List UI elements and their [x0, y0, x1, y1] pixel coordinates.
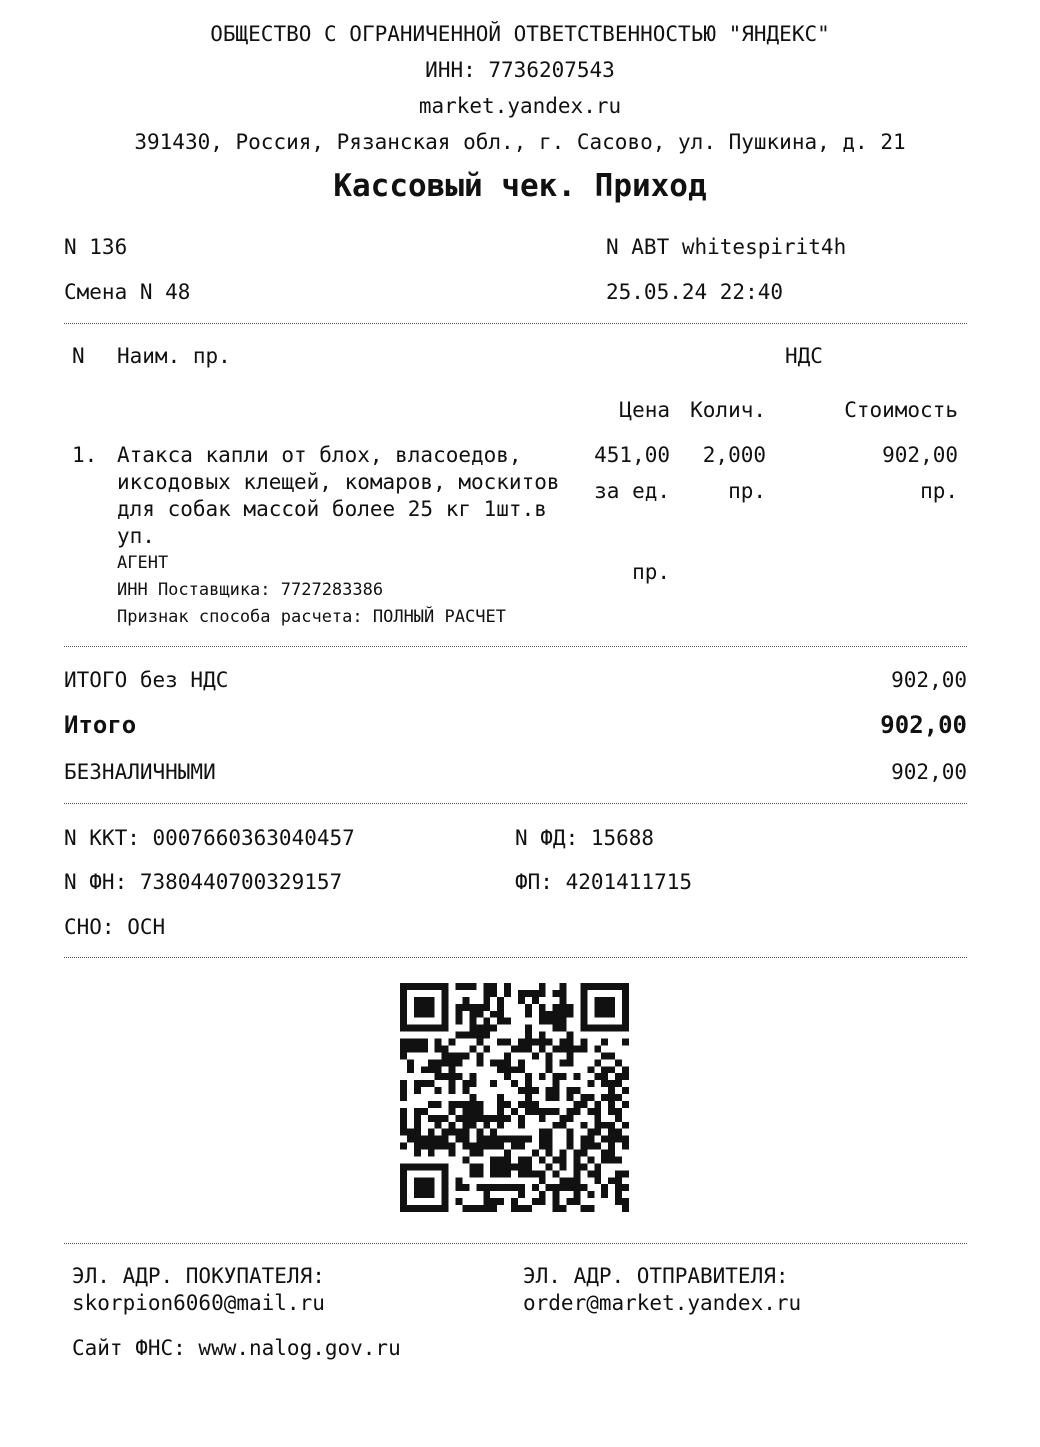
- company-inn: ИНН: 7736207543: [425, 58, 615, 82]
- receipt-title: Кассовый чек. Приход: [333, 168, 707, 204]
- shift-number: Смена N 48: [64, 280, 191, 304]
- total-no-vat-label: ИТОГО без НДС: [64, 668, 229, 692]
- company-address: 391430, Россия, Рязанская обл., г. Сасово, ул. Пушкина, д. 21: [134, 130, 906, 154]
- item-quantity: 2,000: [702, 443, 766, 467]
- qr-code: [400, 983, 629, 1212]
- col-header-qty: Колич. пр.: [690, 398, 766, 503]
- item-supplier-inn: ИНН Поставщика: 7727283386: [117, 580, 384, 600]
- buyer-email-label: ЭЛ. АДР. ПОКУПАТЕЛЯ:: [72, 1264, 325, 1288]
- receipt-datetime: 25.05.24 22:40: [606, 280, 784, 304]
- sender-email-label: ЭЛ. АДР. ОТПРАВИТЕЛЯ:: [523, 1264, 789, 1288]
- item-agent: АГЕНТ: [117, 553, 169, 573]
- col-header-n: N: [72, 344, 85, 368]
- fns-site[interactable]: Сайт ФНС: www.nalog.gov.ru: [72, 1336, 401, 1360]
- col-header-price: Цена за ед. пр.: [594, 398, 670, 584]
- separator: [64, 646, 967, 647]
- fn-number: N ФН: 7380440700329157: [64, 870, 343, 894]
- fp-number: ФП: 4201411715: [515, 870, 693, 894]
- total-label: Итого: [64, 711, 137, 739]
- sender-email[interactable]: order@market.yandex.ru: [523, 1291, 802, 1315]
- separator: [64, 803, 967, 804]
- separator: [64, 1243, 967, 1244]
- total-value: 902,00: [880, 711, 967, 739]
- item-number: 1.: [72, 443, 98, 467]
- item-payment-method: Признак способа расчета: ПОЛНЫЙ РАСЧЕТ: [117, 607, 506, 627]
- separator: [64, 323, 967, 324]
- company-name: ОБЩЕСТВО С ОГРАНИЧЕННОЙ ОТВЕТСТВЕННОСТЬЮ "ЯНДЕКС": [210, 22, 830, 46]
- total-no-vat-value: 902,00: [891, 668, 967, 692]
- separator: [64, 957, 967, 958]
- sno: СНО: ОСН: [64, 915, 166, 939]
- kkt-number: N ККТ: 0007660363040457: [64, 826, 355, 850]
- fd-number: N ФД: 15688: [515, 826, 655, 850]
- item-price: 451,00: [594, 443, 670, 467]
- receipt-number: N 136: [64, 235, 128, 259]
- item-name: Атакса капли от блох, власоедов, иксодовых клещей, комаров, москитов для собак массой более 25 кг 1шт.в уп.: [117, 443, 560, 548]
- cashless-label: БЕЗНАЛИЧНЫМИ: [64, 760, 216, 784]
- col-header-cost: Стоимость пр.: [844, 398, 958, 503]
- auto-number: N АВТ whitespirit4h: [606, 235, 847, 259]
- col-header-vat: НДС: [785, 344, 823, 368]
- buyer-email[interactable]: skorpion6060@mail.ru: [72, 1291, 325, 1315]
- item-cost: 902,00: [882, 443, 958, 467]
- col-header-name: Наим. пр.: [117, 344, 231, 368]
- cashless-value: 902,00: [891, 760, 967, 784]
- company-site: market.yandex.ru: [418, 94, 622, 118]
